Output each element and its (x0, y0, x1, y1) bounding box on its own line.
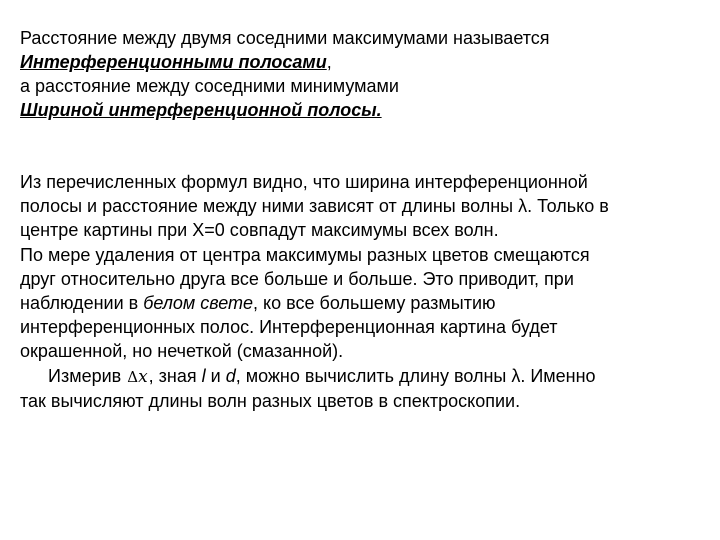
white-light-term: белом свете (143, 293, 254, 314)
text-line: центре картины при Х=0 совпадут максимумы всех волн. (20, 220, 499, 241)
text-line: так вычисляют длины волн разных цветов в спектроскопии. (20, 390, 521, 411)
text-fragment: , зная (148, 365, 202, 386)
l-variable: l (201, 365, 206, 386)
text-fragment: , можно вычислить длину волны λ. Именно (235, 365, 596, 386)
definition-line: Расстояние между двумя соседними максимумами называется (20, 28, 550, 48)
text-line: По мере удаления от центра максимумы разных цветов смещаются (20, 244, 590, 265)
term-suffix: , (326, 52, 332, 72)
text-line (20, 364, 710, 389)
definition-line (20, 50, 710, 74)
text-line: друг относительно друга все больше и больше. Это приводит, при (20, 268, 574, 289)
delta-x-formula (127, 365, 147, 389)
delta-symbol: Δ (127, 367, 139, 386)
text-fragment: наблюдении в (20, 293, 144, 314)
x-variable: x (138, 366, 148, 387)
text-line: Из перечисленных формул видно, что ширина интерференционной (20, 172, 588, 192)
term-fringe-width: Шириной интерференционной полосы. (20, 100, 382, 120)
definition-line: а расстояние между соседними минимумами (20, 76, 399, 96)
text-fragment: , ко все большему размытию (253, 293, 496, 314)
term-interference-fringes: Интерференционными полосами (20, 52, 327, 72)
d-variable: d (225, 365, 236, 386)
explanation-block (20, 170, 710, 413)
text-line: интерференционных полос. Интерференционная картина будет (20, 317, 558, 338)
text-line: полосы и расстояние между ними зависят от длины волны λ. Только в (20, 196, 609, 217)
text-line (20, 291, 710, 315)
definition-block (20, 26, 710, 122)
text-fragment: Измерив (48, 365, 127, 386)
text-line: окрашенной, но нечеткой (смазанной). (20, 341, 344, 362)
text-fragment: и (205, 365, 226, 386)
